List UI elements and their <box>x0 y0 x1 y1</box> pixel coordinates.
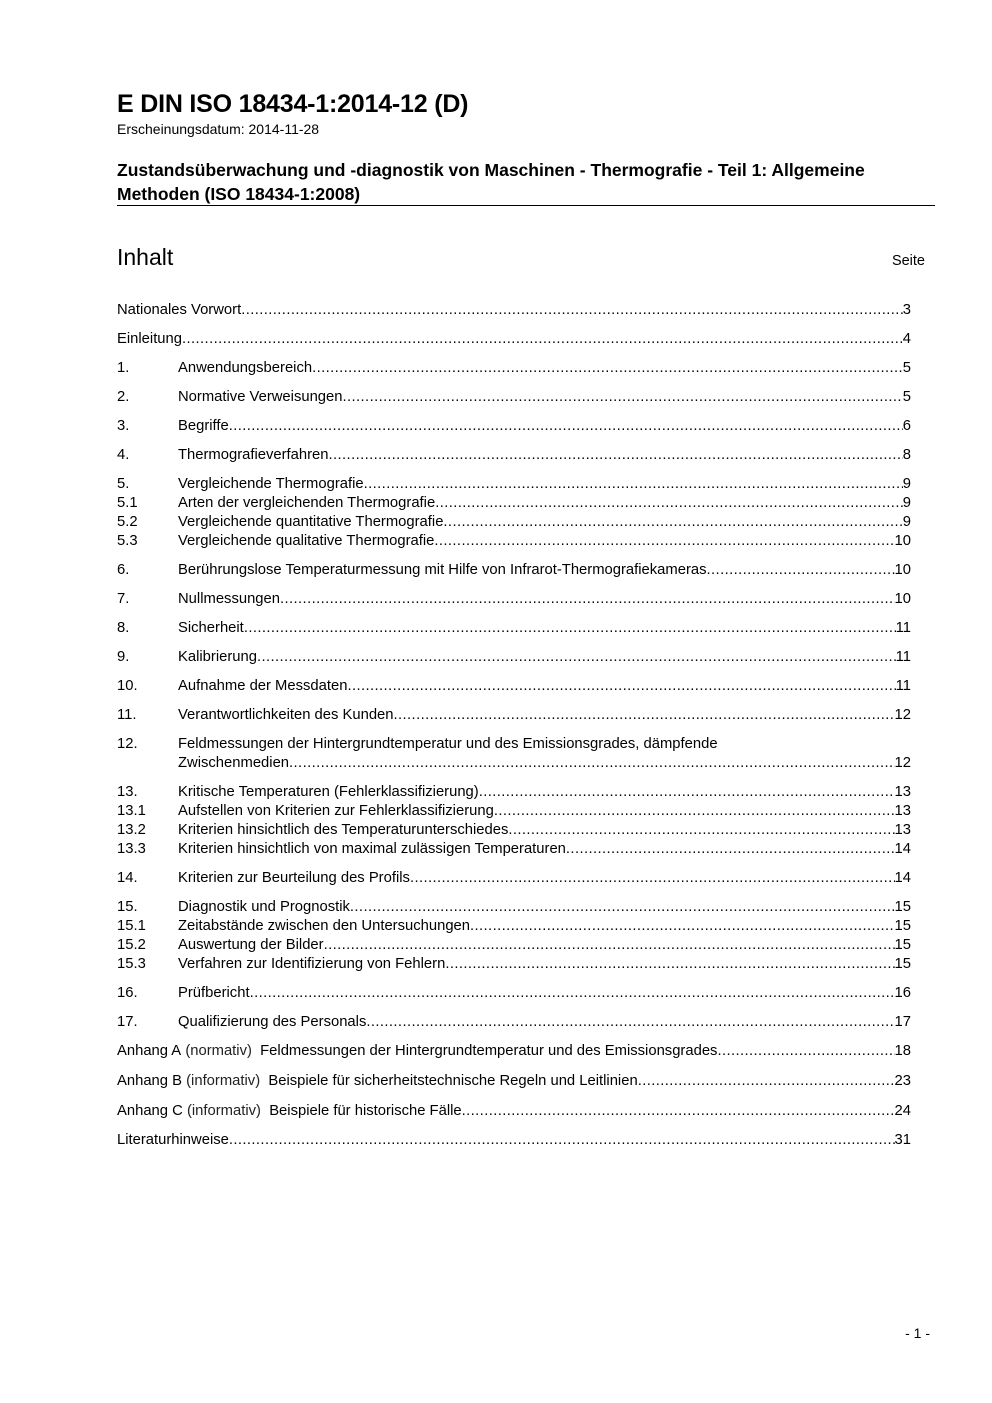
toc-dot-leader <box>241 301 903 320</box>
toc-entry[interactable] <box>117 561 911 580</box>
toc-entry-title: Kalibrierung <box>178 649 257 665</box>
toc-entry[interactable] <box>117 869 911 888</box>
toc-entry-page: 11 <box>895 620 911 636</box>
toc-dot-leader <box>324 936 895 955</box>
toc-entry-title: Zwischenmedien <box>178 755 290 771</box>
toc-annex-type: (informativ) <box>186 1073 261 1089</box>
toc-entry-title: Vergleichende quantitative Thermografie <box>178 514 444 530</box>
toc-entry-page: 16 <box>894 985 911 1001</box>
toc-entry-number: 9. <box>117 649 130 665</box>
toc-entry[interactable] <box>117 936 911 955</box>
toc-dot-leader <box>717 1042 894 1061</box>
toc-entry[interactable] <box>117 840 911 859</box>
toc-entry-title: Thermografieverfahren <box>178 447 329 463</box>
toc-entry-title: Zeitabstände zwischen den Untersuchungen <box>178 918 471 934</box>
toc-entry-continuation[interactable] <box>117 754 911 773</box>
toc-dot-leader <box>508 821 894 840</box>
toc-entry-title: Einleitung <box>117 331 182 347</box>
toc-entry-number: 11. <box>117 707 137 723</box>
toc-entry[interactable] <box>117 1013 911 1032</box>
toc-entry-number: 8. <box>117 620 130 636</box>
toc-dot-leader <box>443 513 902 532</box>
toc-dot-leader <box>479 783 895 802</box>
toc-entry-title-line1: Feldmessungen der Hintergrundtemperatur und des Emissionsgrades, dämpfende <box>178 736 718 752</box>
toc-entry-page: 12 <box>894 707 911 723</box>
toc-entry[interactable] <box>117 1042 911 1061</box>
toc-dot-leader <box>257 648 896 667</box>
toc-entry-title: Qualifizierung des Personals <box>178 1014 367 1030</box>
toc-entry-title: Aufstellen von Kriterien zur Fehlerklassifizierung <box>178 803 494 819</box>
toc-entry[interactable] <box>117 446 911 465</box>
toc-entry-number: 14. <box>117 870 138 886</box>
toc-entry-page: 15 <box>894 956 911 972</box>
toc-entry-page: 10 <box>894 533 911 549</box>
toc-dot-leader <box>280 590 895 609</box>
toc-dot-leader <box>566 840 895 859</box>
toc-dot-leader <box>410 869 895 888</box>
toc-entry-title: Kritische Temperaturen (Fehlerklassifizierung) <box>178 784 479 800</box>
table-of-contents <box>117 301 911 1150</box>
toc-entry-title: Kriterien hinsichtlich des Temperaturunterschiedes <box>178 822 509 838</box>
toc-entry[interactable] <box>117 706 911 725</box>
toc-entry-page: 14 <box>894 841 911 857</box>
toc-entry-number: 6. <box>117 562 130 578</box>
toc-entry[interactable] <box>117 619 911 638</box>
toc-entry[interactable] <box>117 898 911 917</box>
toc-dot-leader <box>347 677 895 696</box>
toc-entry-title: Kriterien hinsichtlich von maximal zulässigen Temperaturen <box>178 841 566 857</box>
toc-entry-number: 13.2 <box>117 822 146 838</box>
toc-entry-title: Beispiele für sicherheitstechnische Regeln und Leitlinien <box>268 1073 638 1089</box>
toc-entry-page: 10 <box>894 591 911 607</box>
toc-dot-leader <box>494 802 895 821</box>
toc-entry-page: 13 <box>894 784 911 800</box>
toc-dot-leader <box>244 619 896 638</box>
toc-entry-page: 15 <box>894 899 911 915</box>
toc-dot-leader <box>470 917 895 936</box>
toc-entry-number: 5.2 <box>117 514 138 530</box>
toc-entry-number: 13. <box>117 784 138 800</box>
toc-entry-title: Normative Verweisungen <box>178 389 343 405</box>
toc-dot-leader <box>434 532 894 551</box>
toc-dot-leader <box>329 446 903 465</box>
publication-date: Erscheinungsdatum: 2014-11-28 <box>117 121 320 137</box>
toc-dot-leader <box>394 706 895 725</box>
toc-entry[interactable] <box>117 359 911 378</box>
toc-dot-leader <box>229 1131 895 1150</box>
toc-entry-number: 15.2 <box>117 937 146 953</box>
toc-entry-title: Begriffe <box>178 418 229 434</box>
toc-entry-number: 4. <box>117 447 130 463</box>
toc-entry-number: 5.1 <box>117 495 138 511</box>
document-subtitle: Zustandsüberwachung und -diagnostik von Maschinen - Thermografie - Teil 1: Allgemeine Methoden (ISO 18434-1:2008) <box>117 160 865 204</box>
toc-entry-title: Verantwortlichkeiten des Kunden <box>178 707 394 723</box>
toc-dot-leader <box>364 475 903 494</box>
toc-entry-page: 4 <box>902 331 911 347</box>
toc-entry-number: 15.1 <box>117 918 146 934</box>
toc-entry[interactable] <box>117 917 911 936</box>
toc-entry-number: 13.3 <box>117 841 146 857</box>
toc-entry-number: 10. <box>117 678 138 694</box>
toc-entry-number: 2. <box>117 389 130 405</box>
toc-entry-title: Literaturhinweise <box>117 1132 229 1148</box>
toc-dot-leader <box>462 1102 895 1121</box>
toc-entry-page: 3 <box>902 302 911 318</box>
toc-dot-leader <box>638 1072 895 1091</box>
toc-entry-title: Auswertung der Bilder <box>178 937 324 953</box>
toc-entry-page: 5 <box>902 389 911 405</box>
toc-heading: Inhalt <box>117 244 174 270</box>
toc-entry[interactable] <box>117 494 911 513</box>
toc-entry-number: 15.3 <box>117 956 146 972</box>
toc-dot-leader <box>312 359 903 378</box>
spacer <box>261 1102 269 1121</box>
toc-entry-page: 6 <box>902 418 911 434</box>
toc-entry-title: Nullmessungen <box>178 591 280 607</box>
spacer <box>260 1072 268 1091</box>
toc-entry-number: 12. <box>117 736 138 752</box>
toc-dot-leader <box>366 1013 894 1032</box>
toc-dot-leader <box>343 388 903 407</box>
toc-entry-number: 17. <box>117 1014 138 1030</box>
toc-entry-number: 3. <box>117 418 130 434</box>
toc-entry-page: 9 <box>902 514 911 530</box>
toc-entry[interactable] <box>117 513 911 532</box>
toc-dot-leader <box>707 561 895 580</box>
toc-entry-title: Verfahren zur Identifizierung von Fehlern <box>178 956 446 972</box>
page-number: - 1 - <box>905 1325 930 1341</box>
title-rule <box>117 205 935 206</box>
toc-entry-title: Beispiele für historische Fälle <box>269 1103 462 1119</box>
toc-entry[interactable] <box>117 955 911 974</box>
toc-entry[interactable] <box>117 648 911 667</box>
toc-entry-page: 12 <box>894 755 911 771</box>
toc-entry[interactable] <box>117 330 911 349</box>
toc-entry-number: 16. <box>117 985 138 1001</box>
toc-entry[interactable] <box>117 735 911 754</box>
toc-annex-type: (informativ) <box>186 1103 261 1119</box>
toc-entry-title: Prüfbericht <box>178 985 250 1001</box>
toc-entry-page: 9 <box>902 495 911 511</box>
toc-dot-leader <box>250 984 895 1003</box>
toc-entry[interactable] <box>117 475 911 494</box>
toc-entry[interactable] <box>117 1072 911 1091</box>
toc-entry-number: 13.1 <box>117 803 146 819</box>
toc-entry-title: Kriterien zur Beurteilung des Profils <box>178 870 410 886</box>
toc-entry[interactable] <box>117 802 911 821</box>
toc-entry[interactable] <box>117 590 911 609</box>
toc-entry[interactable] <box>117 1102 911 1121</box>
toc-entry-number: 7. <box>117 591 130 607</box>
toc-dot-leader <box>289 754 895 773</box>
toc-dot-leader <box>445 955 894 974</box>
toc-entry-page: 5 <box>902 360 911 376</box>
toc-entry-title: Nationales Vorwort <box>117 302 242 318</box>
toc-entry-page: 18 <box>894 1043 911 1059</box>
toc-entry-page: 15 <box>894 937 911 953</box>
toc-entry[interactable] <box>117 677 911 696</box>
toc-entry-title: Anwendungsbereich <box>178 360 313 376</box>
toc-entry-page: 11 <box>895 678 911 694</box>
toc-annex-label: Anhang B <box>117 1073 182 1089</box>
toc-entry[interactable] <box>117 1131 911 1150</box>
toc-dot-leader <box>229 417 903 436</box>
toc-dot-leader <box>435 494 903 513</box>
toc-entry-title: Aufnahme der Messdaten <box>178 678 348 694</box>
toc-entry-page: 15 <box>894 918 911 934</box>
toc-entry-number: 1. <box>117 360 130 376</box>
toc-dot-leader <box>350 898 895 917</box>
toc-entry[interactable] <box>117 783 911 802</box>
toc-annex-label: Anhang C <box>117 1103 183 1119</box>
toc-entry-title: Arten der vergleichenden Thermografie <box>178 495 436 511</box>
toc-entry-title: Sicherheit <box>178 620 244 636</box>
toc-entry-title: Vergleichende qualitative Thermografie <box>178 533 435 549</box>
toc-entry-number: 5. <box>117 476 130 492</box>
document-title: E DIN ISO 18434-1:2014-12 (D) <box>117 90 469 118</box>
toc-entry-page: 31 <box>894 1132 911 1148</box>
toc-annex-type: (normativ) <box>185 1043 252 1059</box>
toc-entry[interactable] <box>117 301 911 320</box>
toc-entry-title: Berührungslose Temperaturmessung mit Hilfe von Infrarot-Thermografiekameras <box>178 562 707 578</box>
toc-entry-page: 9 <box>902 476 911 492</box>
toc-entry[interactable] <box>117 821 911 840</box>
toc-entry[interactable] <box>117 417 911 436</box>
toc-entry[interactable] <box>117 984 911 1003</box>
toc-entry-number: 5.3 <box>117 533 138 549</box>
toc-entry-page: 8 <box>902 447 911 463</box>
spacer <box>252 1042 260 1061</box>
toc-entry-page: 24 <box>894 1103 911 1119</box>
toc-entry[interactable] <box>117 388 911 407</box>
toc-dot-leader <box>182 330 903 349</box>
toc-entry-page: 13 <box>894 822 911 838</box>
toc-entry-page: 14 <box>894 870 911 886</box>
toc-entry[interactable] <box>117 532 911 551</box>
toc-entry-page: 17 <box>894 1014 911 1030</box>
toc-entry-title: Diagnostik und Prognostik <box>178 899 350 915</box>
toc-entry-page: 13 <box>894 803 911 819</box>
toc-page-column-heading: Seite <box>891 253 925 269</box>
toc-entry-title: Vergleichende Thermografie <box>178 476 364 492</box>
toc-annex-label: Anhang A <box>117 1043 182 1059</box>
toc-entry-page: 23 <box>894 1073 911 1089</box>
toc-entry-number: 15. <box>117 899 138 915</box>
toc-entry-page: 11 <box>895 649 911 665</box>
toc-entry-page: 10 <box>894 562 911 578</box>
toc-entry-title: Feldmessungen der Hintergrundtemperatur und des Emissionsgrades <box>260 1043 718 1059</box>
